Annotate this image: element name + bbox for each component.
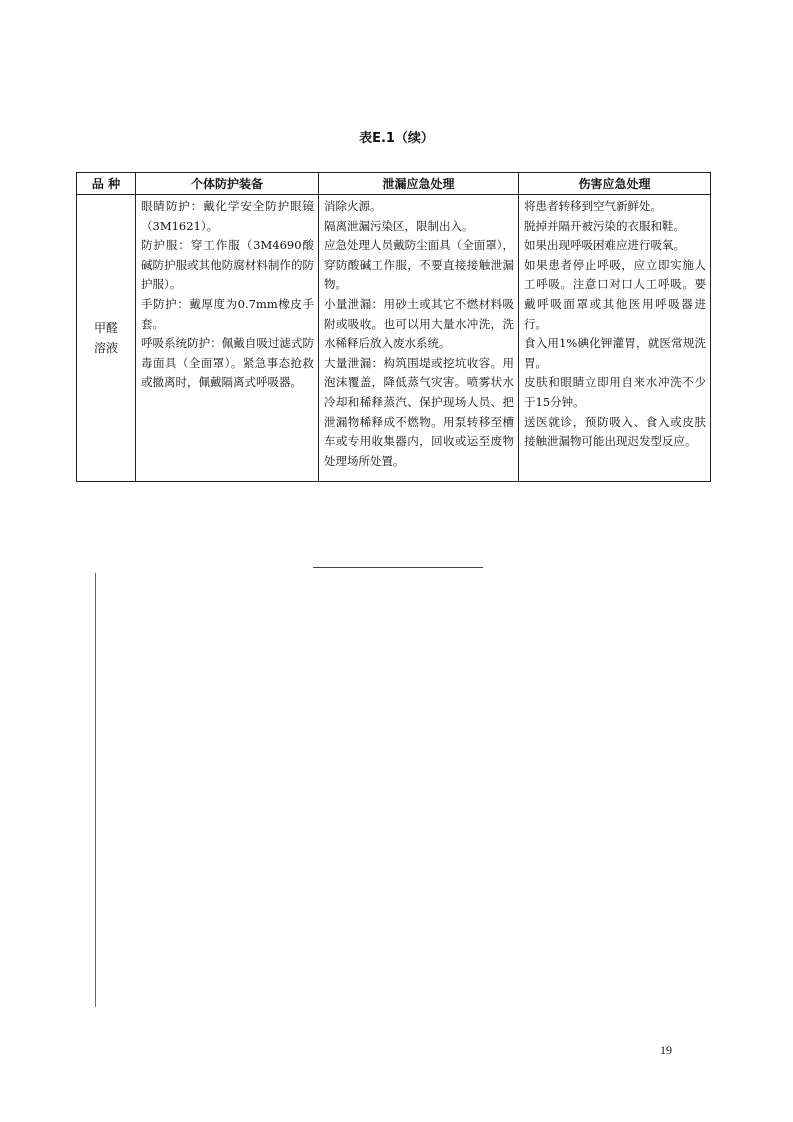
header-leak: 泄漏应急处理	[319, 173, 519, 195]
species-line: 溶液	[93, 341, 118, 356]
injury-paragraph: 食入用1%碘化钾灌胃，就医常规洗胃。	[524, 336, 706, 370]
ppe-paragraph: 眼睛防护：戴化学安全防护眼镜（3M1621）。	[141, 199, 314, 233]
leak-paragraph: 隔离泄漏污染区，限制出入。	[324, 218, 474, 233]
margin-line	[95, 573, 96, 1007]
header-ppe: 个体防护装备	[136, 173, 319, 195]
injury-paragraph: 皮肤和眼睛立即用自来水冲洗不少于15分钟。	[524, 375, 706, 409]
end-rule	[313, 567, 483, 568]
emergency-table	[76, 172, 711, 482]
leak-paragraph: 小量泄漏：用砂土或其它不燃材料吸附或吸收。也可以用大量水冲洗，洗水稀释后放入废水系统。	[324, 296, 514, 351]
table-header-row	[77, 173, 711, 195]
ppe-cell	[136, 195, 319, 482]
table-row	[77, 195, 711, 482]
ppe-paragraph: 呼吸系统防护：佩戴自吸过滤式防毒面具（全面罩）。紧急事态抢救或撤离时，佩戴隔离式呼吸器。	[141, 336, 314, 390]
species-line: 甲醛	[93, 321, 118, 336]
injury-paragraph: 如果患者停止呼吸，应立即实施人工呼吸。注意口对口人工呼吸。要戴呼吸面罩或其他医用呼吸器进行。	[524, 257, 706, 331]
injury-paragraph: 送医就诊，预防吸入、食入或皮肤接触泄漏物可能出现迟发型反应。	[524, 414, 706, 449]
leak-paragraph: 消除火源。	[324, 199, 382, 213]
species-cell	[77, 195, 136, 482]
ppe-paragraph: 防护服：穿工作服（3M4690酸碱防护服或其他防腐材料制作的防护服）。	[141, 238, 314, 292]
table-caption: 表E.1（续）	[359, 131, 434, 146]
page-number: 19	[660, 1043, 672, 1057]
leak-cell	[319, 195, 519, 482]
injury-paragraph: 脱掉并隔开被污染的衣服和鞋。	[524, 218, 685, 233]
leak-paragraph: 大量泄漏：构筑围堤或挖坑收容。用泡沫覆盖，降低蒸气灾害。喷雾状水冷却和稀释蒸汽、保护现场人员、把泄漏物稀释成不燃物。用泵转移至槽车或专用收集器内，回收或运至废物处理场所处置。	[324, 355, 514, 468]
ppe-paragraph: 手防护：戴厚度为0.7mm橡皮手套。	[141, 296, 314, 331]
injury-cell	[519, 195, 711, 482]
header-injury: 伤害应急处理	[519, 173, 711, 195]
leak-paragraph: 应急处理人员戴防尘面具（全面罩），穿防酸碱工作服，不要直接接触泄漏物。	[324, 238, 514, 292]
injury-paragraph: 如果出现呼吸困难应进行吸氧。	[524, 238, 685, 253]
injury-paragraph: 将患者转移到空气新鲜处。	[524, 199, 662, 213]
header-species: 品 种	[77, 173, 136, 195]
